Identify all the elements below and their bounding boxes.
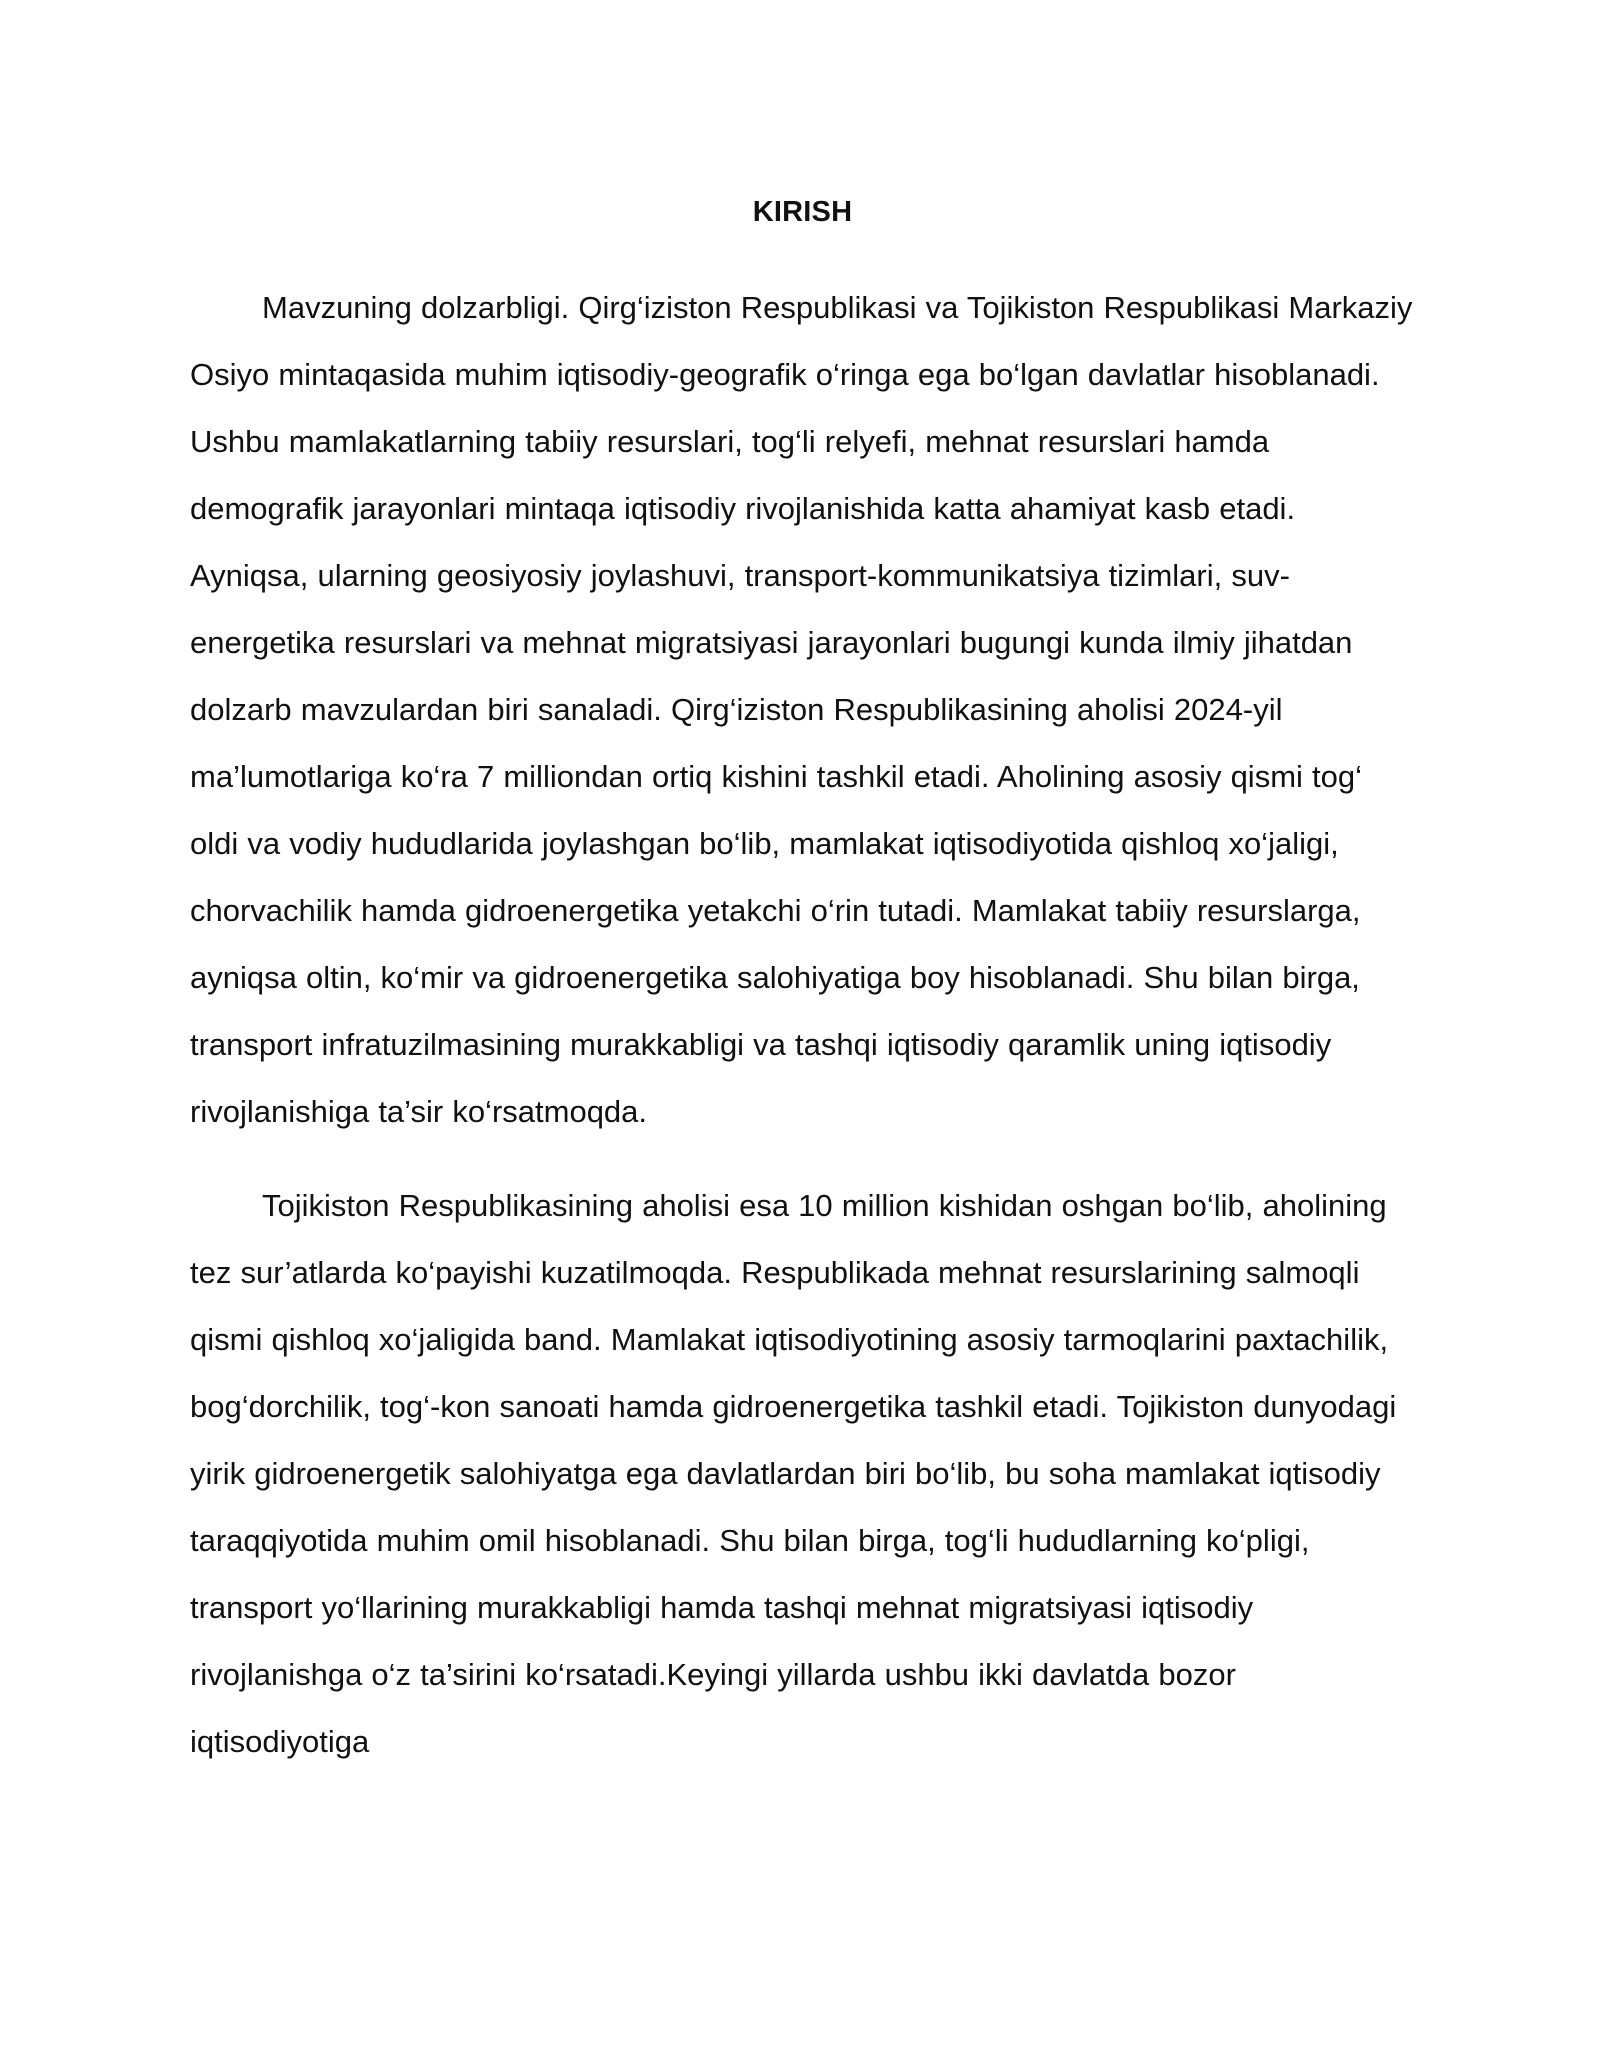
paragraph-tajikistan: Tojikiston Respublikasining aholisi esa 10 million kishidan oshgan bo‘lib, aholining tez sur’atlarda ko‘payishi kuzatilmoqda. Respublikada mehnat resurslarining salmoqli qismi qishloq xo‘jaligida band. Mamlakat iqtisodiyotining asosiy tarmoqlarini paxtachilik, bog‘dorchilik, tog‘-kon sanoati hamda gidroenergetika tashkil etadi. Tojikiston dunyodagi yirik gidroenergetik salohiyatga ega davlatlardan biri bo‘lib, bu soha mamlakat iqtisodiy taraqqiyotida muhim omil hisoblanadi. Shu bilan birga, tog‘li hududlarning ko‘pligi, transport yo‘llarining murakkabligi hamda tashqi mehnat migratsiyasi iqtisodiy rivojlanishga o‘z ta’sirini ko‘rsatadi.Keyingi yillarda ushbu ikki davlatda bozor iqtisodiyotiga — [190, 1188, 1397, 1759]
document-body — [190, 190, 1415, 1775]
paragraph-relevance: Mavzuning dolzarbligi. Qirg‘iziston Respublikasi va Tojikiston Respublikasi Markaziy Osiyo mintaqasida muhim iqtisodiy-geografik o‘ringa ega bo‘lgan davlatlar hisoblanadi. Ushbu mamlakatlarning tabiiy resurslari, tog‘li relyefi, mehnat resurslari hamda demografik jarayonlari mintaqa iqtisodiy rivojlanishida katta ahamiyat kasb etadi. Ayniqsa, ularning geosiyosiy joylashuvi, transport-kommunikatsiya tizimlari, suv-energetika resurslari va mehnat migratsiyasi jarayonlari bugungi kunda ilmiy jihatdan dolzarb mavzulardan biri sanaladi. Qirg‘iziston Respublikasining aholisi 2024-yil ma’lumotlariga ko‘ra 7 milliondan ortiq kishini tashkil etadi. Aholining asosiy qismi tog‘ oldi va vodiy hududlarida joylashgan bo‘lib, mamlakat iqtisodiyotida qishloq xo‘jaligi, chorvachilik hamda gidroenergetika yetakchi o‘rin tutadi. Mamlakat tabiiy resurslarga, ayniqsa oltin, ko‘mir va gidroenergetika salohiyatiga boy hisoblanadi. Shu bilan birga, transport infratuzilmasining murakkabligi va tashqi iqtisodiy qaramlik uning iqtisodiy rivojlanishiga ta’sir ko‘rsatmoqda. — [190, 290, 1413, 1129]
section-title: KIRISH — [752, 196, 853, 228]
